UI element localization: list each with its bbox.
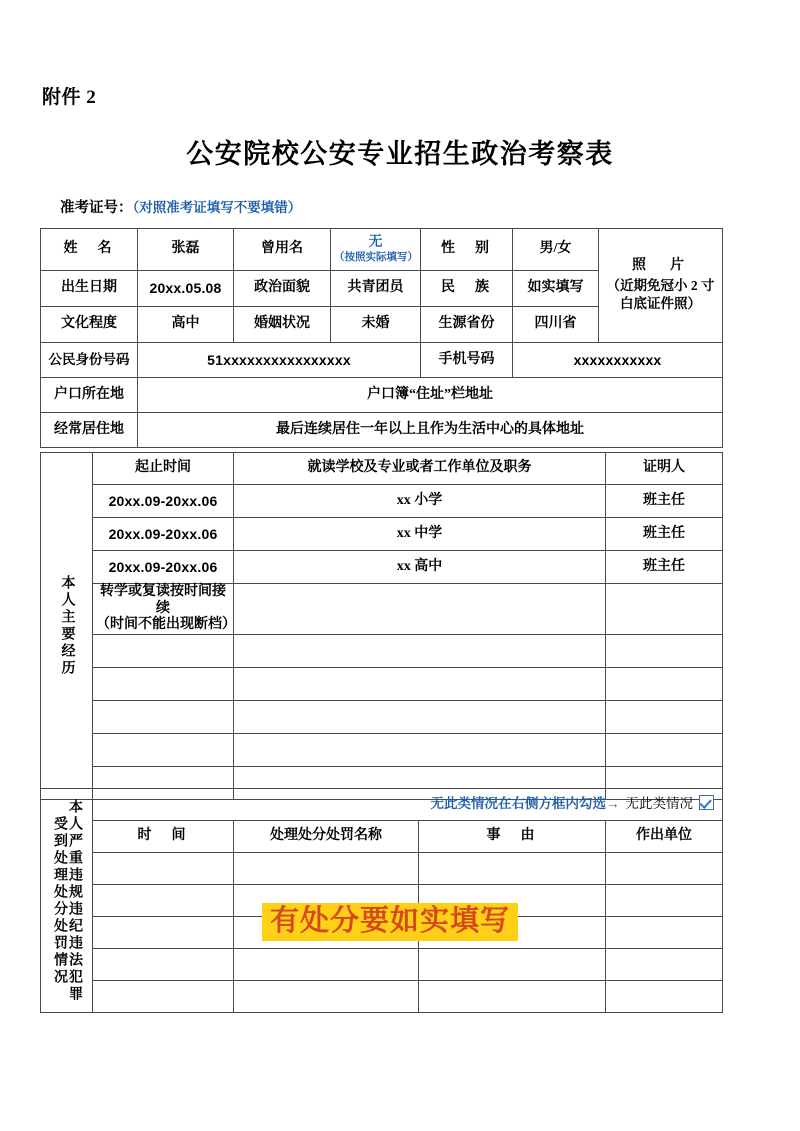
id-number-value[interactable]: 51xxxxxxxxxxxxxxxx xyxy=(138,343,421,378)
photo-title: 照 片 xyxy=(632,258,689,274)
political-status-label: 政治面貌 xyxy=(234,271,331,307)
penalties-header-name: 处理处分处罚名称 xyxy=(234,821,419,853)
origin-province-value[interactable]: 四川省 xyxy=(513,307,599,343)
marital-value[interactable]: 未婚 xyxy=(331,307,421,343)
penalties-time-empty-3[interactable] xyxy=(93,949,234,981)
ethnicity-value[interactable]: 如实填写 xyxy=(513,271,599,307)
experience-header-period: 起止时间 xyxy=(93,453,234,485)
experience-period-1[interactable]: 20xx.09-20xx.06 xyxy=(93,518,234,551)
penalties-reason-empty-3[interactable] xyxy=(419,949,606,981)
penalties-name-empty-4[interactable] xyxy=(234,981,419,1013)
experience-period-empty-3[interactable] xyxy=(93,733,234,766)
penalty-highlight-banner: 有处分要如实填写 xyxy=(262,903,518,941)
experience-school-note[interactable] xyxy=(234,584,606,635)
experience-side-label-text: 本人主要经历 xyxy=(59,574,75,677)
former-name-cell[interactable] xyxy=(331,229,421,271)
penalties-side-label-col2: 受到处理处分处罚情况 xyxy=(52,815,67,986)
table-row xyxy=(41,981,723,1013)
table-row xyxy=(41,700,723,733)
experience-school-empty-3[interactable] xyxy=(234,733,606,766)
gender-value[interactable]: 男/女 xyxy=(513,229,599,271)
experience-school-empty-0[interactable] xyxy=(234,634,606,667)
hukou-value[interactable]: 户口簿“住址”栏地址 xyxy=(138,378,723,413)
table-row xyxy=(41,667,723,700)
phone-label: 手机号码 xyxy=(421,343,513,378)
residence-label: 经常居住地 xyxy=(41,413,138,448)
penalties-unit-empty-4[interactable] xyxy=(606,981,723,1013)
hukou-label: 户口所在地 xyxy=(41,378,138,413)
table-row xyxy=(41,378,723,413)
penalties-time-empty-1[interactable] xyxy=(93,885,234,917)
table-row xyxy=(41,343,723,378)
exam-number-line xyxy=(60,196,301,217)
page-title: 公安院校公安专业招生政治考察表 xyxy=(186,139,614,169)
experience-continuity-note[interactable] xyxy=(93,584,234,635)
penalties-name-empty-3[interactable] xyxy=(234,949,419,981)
penalties-table xyxy=(40,788,723,1013)
education-value[interactable]: 高中 xyxy=(138,307,234,343)
experience-school-2[interactable]: xx 高中 xyxy=(234,551,606,584)
table-row xyxy=(41,634,723,667)
photo-note: （近期免冠小 2 寸白底证件照） xyxy=(606,277,715,311)
origin-province-label: 生源省份 xyxy=(421,307,513,343)
experience-school-empty-1[interactable] xyxy=(234,667,606,700)
experience-witness-empty-3[interactable] xyxy=(606,733,723,766)
experience-witness-empty-1[interactable] xyxy=(606,667,723,700)
experience-header-witness: 证明人 xyxy=(606,453,723,485)
table-row xyxy=(41,584,723,635)
former-name-note: （按照实际填写） xyxy=(334,252,418,264)
birth-label: 出生日期 xyxy=(41,271,138,307)
penalties-reason-empty-4[interactable] xyxy=(419,981,606,1013)
experience-table xyxy=(40,452,723,800)
ethnicity-label: 民 族 xyxy=(421,271,513,307)
id-number-label: 公民身份号码 xyxy=(41,343,138,378)
experience-continuity-note-line2: （时间不能出现断档） xyxy=(96,617,236,633)
penalties-side-label xyxy=(41,789,93,1013)
penalties-name-empty-0[interactable] xyxy=(234,853,419,885)
former-name-label: 曾用名 xyxy=(234,229,331,271)
table-row xyxy=(41,413,723,448)
table-header-row xyxy=(41,821,723,853)
penalties-unit-empty-1[interactable] xyxy=(606,885,723,917)
penalties-time-empty-4[interactable] xyxy=(93,981,234,1013)
table-row xyxy=(41,789,723,821)
education-label: 文化程度 xyxy=(41,307,138,343)
phone-value[interactable]: xxxxxxxxxxx xyxy=(513,343,723,378)
experience-witness-0[interactable]: 班主任 xyxy=(606,485,723,518)
table-row xyxy=(41,518,723,551)
experience-period-2[interactable]: 20xx.09-20xx.06 xyxy=(93,551,234,584)
experience-header-school: 就读学校及专业或者工作单位及职务 xyxy=(234,453,606,485)
table-header-row xyxy=(41,453,723,485)
attachment-label: 附件 2 xyxy=(42,87,97,108)
marital-label: 婚姻状况 xyxy=(234,307,331,343)
table-row xyxy=(41,733,723,766)
table-row xyxy=(41,949,723,981)
no-case-label: 无此类情况 xyxy=(625,796,693,812)
residence-value[interactable]: 最后连续居住一年以上且作为生活中心的具体地址 xyxy=(138,413,723,448)
gender-label: 性 别 xyxy=(421,229,513,271)
experience-continuity-note-line1: 转学或复读按时间接续 xyxy=(100,584,226,616)
penalties-reason-empty-0[interactable] xyxy=(419,853,606,885)
former-name-value: 无 xyxy=(368,234,383,250)
experience-period-empty-1[interactable] xyxy=(93,667,234,700)
table-row xyxy=(41,551,723,584)
experience-period-empty-2[interactable] xyxy=(93,700,234,733)
experience-school-1[interactable]: xx 中学 xyxy=(234,518,606,551)
experience-side-label xyxy=(41,453,93,800)
penalties-side-label-col1: 本人严重违规违纪违法犯罪 xyxy=(67,798,82,1003)
experience-witness-2[interactable]: 班主任 xyxy=(606,551,723,584)
table-row xyxy=(41,229,723,271)
penalties-unit-empty-2[interactable] xyxy=(606,917,723,949)
experience-period-0[interactable]: 20xx.09-20xx.06 xyxy=(93,485,234,518)
penalties-time-empty-0[interactable] xyxy=(93,853,234,885)
name-label: 姓 名 xyxy=(41,229,138,271)
penalties-header-reason: 事 由 xyxy=(419,821,606,853)
experience-school-0[interactable]: xx 小学 xyxy=(234,485,606,518)
exam-number-hint: （对照准考证填写不要填错） xyxy=(132,200,302,215)
penalties-header-time: 时 间 xyxy=(93,821,234,853)
photo-placeholder-cell[interactable] xyxy=(599,229,723,343)
experience-period-empty-0[interactable] xyxy=(93,634,234,667)
birth-value[interactable]: 20xx.05.08 xyxy=(138,271,234,307)
penalties-unit-empty-0[interactable] xyxy=(606,853,723,885)
experience-witness-empty-2[interactable] xyxy=(606,700,723,733)
penalties-unit-empty-3[interactable] xyxy=(606,949,723,981)
political-status-value[interactable]: 共青团员 xyxy=(331,271,421,307)
name-value[interactable]: 张磊 xyxy=(138,229,234,271)
penalties-header-unit: 作出单位 xyxy=(606,821,723,853)
penalties-time-empty-2[interactable] xyxy=(93,917,234,949)
experience-school-empty-2[interactable] xyxy=(234,700,606,733)
no-case-hint: 无此类情况在右侧方框内勾选→ xyxy=(430,796,620,812)
personal-info-table xyxy=(40,228,723,448)
exam-number-label: 准考证号： xyxy=(60,200,133,216)
no-case-checkbox-icon[interactable] xyxy=(699,795,714,810)
experience-witness-empty-0[interactable] xyxy=(606,634,723,667)
no-case-declaration-row xyxy=(93,789,723,821)
experience-witness-note[interactable] xyxy=(606,584,723,635)
table-row xyxy=(41,853,723,885)
experience-witness-1[interactable]: 班主任 xyxy=(606,518,723,551)
table-row xyxy=(41,485,723,518)
